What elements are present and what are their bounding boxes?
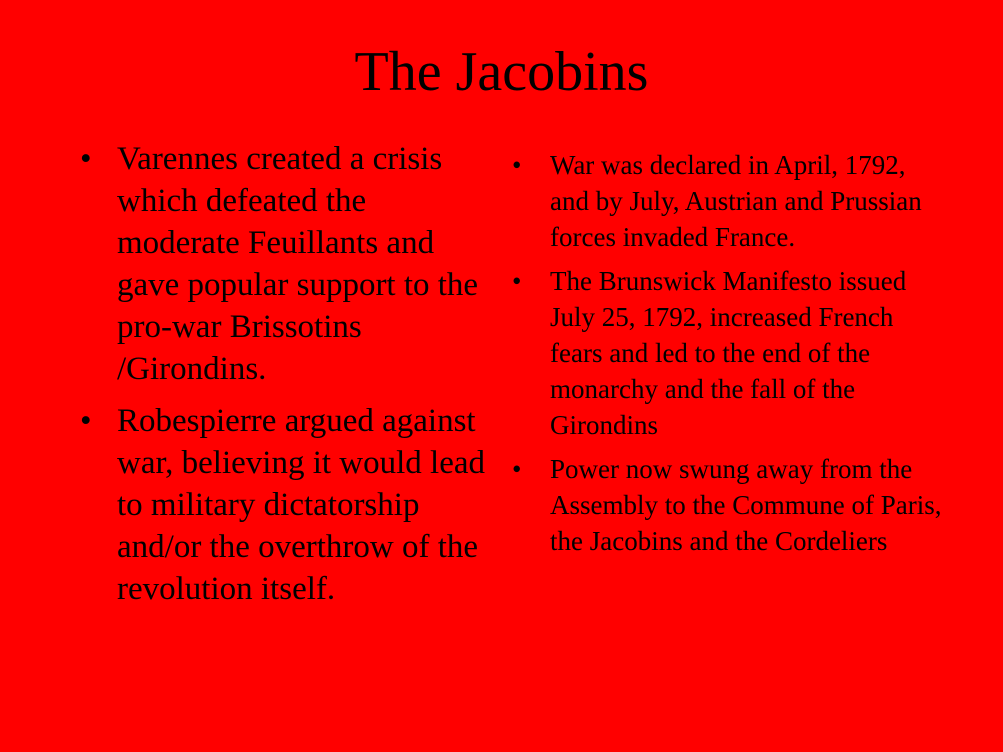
left-bullet-list bbox=[80, 138, 490, 620]
bullet-icon: • bbox=[512, 150, 522, 180]
slide-title: The Jacobins bbox=[354, 41, 649, 103]
bullet-text: Varennes created a crisis which defeated the moderate Feuillants and gave popular support to the pro-war Brissotins /Girondins. bbox=[117, 141, 479, 387]
bullet-icon: • bbox=[512, 266, 522, 296]
bullet-item bbox=[512, 263, 942, 443]
right-bullet-list bbox=[512, 147, 942, 567]
bullet-item bbox=[512, 147, 942, 255]
bullet-text: Robespierre argued against war, believing it would lead to military dictatorship and/or the overthrow of the revolution itself. bbox=[117, 403, 485, 607]
bullet-text: The Brunswick Manifesto issued July 25, 1792, increased French fears and led to the end of the monarchy and the fall of the Girondins bbox=[550, 266, 907, 440]
bullet-icon: • bbox=[80, 403, 92, 439]
bullet-item bbox=[80, 400, 490, 610]
bullet-item bbox=[80, 138, 490, 390]
bullet-icon: • bbox=[512, 454, 522, 484]
bullet-text: Power now swung away from the Assembly to the Commune of Paris, the Jacobins and the Cordeliers bbox=[550, 454, 942, 556]
bullet-text: War was declared in April, 1792, and by July, Austrian and Prussian forces invaded France. bbox=[550, 150, 922, 252]
bullet-item bbox=[512, 451, 942, 559]
bullet-icon: • bbox=[80, 141, 92, 177]
